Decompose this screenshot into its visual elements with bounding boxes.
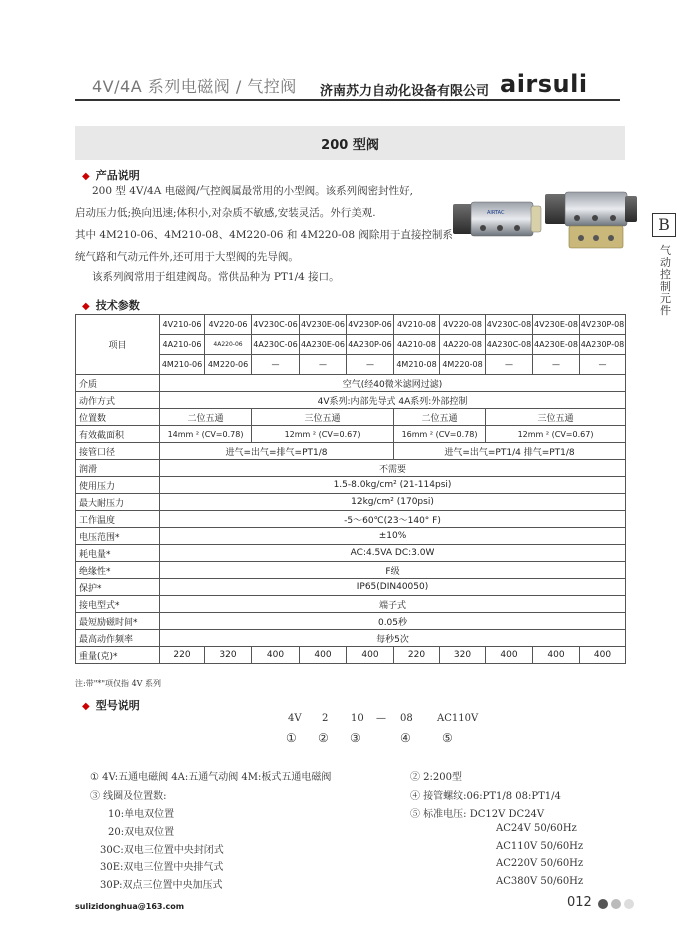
weight-cell: 400 <box>300 647 347 664</box>
table-row <box>76 528 626 545</box>
table-row <box>76 443 626 460</box>
spec-table <box>75 314 626 664</box>
model-mark: ⑤ <box>442 731 453 745</box>
table-row <box>76 596 626 613</box>
brand-logo: airsuli <box>500 70 588 98</box>
model-desc-line: AC110V 50/60Hz <box>496 841 584 852</box>
chapter-tab-letter: B <box>652 213 676 237</box>
model-cell: 4M220-06 <box>205 355 252 375</box>
page-title: 200 型阀 <box>321 138 379 153</box>
weight-cell: 400 <box>486 647 533 664</box>
page-dot-icon <box>624 899 634 909</box>
model-code-part: 08 <box>400 713 413 724</box>
row-label: 电压范围* <box>76 528 160 545</box>
row-value: 12kg/cm² (170psi) <box>160 494 626 511</box>
row-value: 不需要 <box>160 460 626 477</box>
row-value: 12mm ² (CV=0.67) <box>486 426 626 443</box>
model-cell: 4A230P-08 <box>580 335 626 355</box>
model-cell: 4V230P-08 <box>580 315 626 335</box>
table-row <box>76 613 626 630</box>
section-intro-header: ◆ 产品说明 <box>82 169 140 182</box>
intro-line: 200 型 4V/4A 电磁阀/气控阀属最常用的小型阀。该系列阀密封性好, <box>92 185 413 197</box>
table-row <box>76 409 626 426</box>
table-row <box>76 579 626 596</box>
row-value: 三位五通 <box>252 409 394 426</box>
row-label: 接电型式* <box>76 596 160 613</box>
model-cell: 4V220-08 <box>440 315 486 335</box>
model-desc-line: 30P:双点三位置中央加压式 <box>100 880 223 891</box>
row-value: AC:4.5VA DC:3.0W <box>160 545 626 562</box>
model-desc-line: ⑤ 标准电压: DC12V DC24V <box>410 809 545 820</box>
weight-cell: 400 <box>252 647 300 664</box>
table-row <box>76 392 626 409</box>
row-label: 最高动作频率 <box>76 630 160 647</box>
row-label: 动作方式 <box>76 392 160 409</box>
row-label: 最短励磁时间* <box>76 613 160 630</box>
model-cell: 4V230P-06 <box>347 315 394 335</box>
row-value: 端子式 <box>160 596 626 613</box>
row-label: 润滑 <box>76 460 160 477</box>
model-desc-line: AC380V 50/60Hz <box>496 876 584 887</box>
model-cell: — <box>580 355 626 375</box>
model-cell: 4A230C-08 <box>486 335 533 355</box>
table-row <box>76 647 626 664</box>
intro-line: 该系列阀常用于组建阀岛。常供品种为 PT1/4 接口。 <box>92 271 340 283</box>
model-desc-line: 20:双电双位置 <box>108 827 175 838</box>
model-cell: 4V210-08 <box>394 315 440 335</box>
table-row <box>76 477 626 494</box>
row-label: 有效截面积 <box>76 426 160 443</box>
model-mark: ② <box>318 731 329 745</box>
row-label: 使用压力 <box>76 477 160 494</box>
row-value: ±10% <box>160 528 626 545</box>
model-mark: ④ <box>400 731 411 745</box>
model-code-part: 4V <box>288 713 302 724</box>
row-value: 0.05秒 <box>160 613 626 630</box>
row-value: F级 <box>160 562 626 579</box>
company-name: 济南苏力自动化设备有限公司 <box>320 84 490 99</box>
diamond-bullet-icon: ◆ <box>82 301 90 312</box>
row-label: 保护* <box>76 579 160 596</box>
row-value: 进气=出气=排气=PT1/8 <box>160 443 394 460</box>
page-dot-icon <box>611 899 621 909</box>
diamond-bullet-icon: ◆ <box>82 701 90 712</box>
table-row <box>76 426 626 443</box>
weight-cell: 400 <box>347 647 394 664</box>
page-number: 012 <box>567 895 592 910</box>
series-title: 4V/4A 系列电磁阀 / 气控阀 <box>92 77 297 96</box>
table-row <box>76 562 626 579</box>
model-cell: — <box>533 355 580 375</box>
model-cell: — <box>347 355 394 375</box>
row-value: 进气=出气=PT1/4 排气=PT1/8 <box>394 443 626 460</box>
model-cell: 4A210-06 <box>160 335 205 355</box>
chapter-tab-label: 气动控制元件 <box>660 244 671 317</box>
valve-product-image <box>445 188 645 258</box>
model-cell: 4A230E-08 <box>533 335 580 355</box>
model-desc-line: AC24V 50/60Hz <box>496 823 577 834</box>
title-bar <box>75 126 625 160</box>
row-label: 最大耐压力 <box>76 494 160 511</box>
weight-cell: 400 <box>533 647 580 664</box>
row-value: 空气(经40微米滤网过滤) <box>160 375 626 392</box>
row-label: 工作温度 <box>76 511 160 528</box>
model-desc-line: 30C:双电三位置中央封闭式 <box>100 845 224 856</box>
model-mark: ① <box>286 731 297 745</box>
row-label: 位置数 <box>76 409 160 426</box>
row-label: 绝缘性* <box>76 562 160 579</box>
table-row <box>76 630 626 647</box>
table-row <box>76 494 626 511</box>
section-params-header: ◆ 技术参数 <box>82 299 140 312</box>
intro-line: 启动压力低;换向迅速;体积小,对杂质不敏感,安装灵活。外行美观. <box>75 207 376 219</box>
weight-cell: 220 <box>160 647 205 664</box>
row-label: 重量(克)* <box>76 647 160 664</box>
model-cell: 4M220-08 <box>440 355 486 375</box>
model-cell: 4A220-06 <box>205 335 252 355</box>
model-code-part: 2 <box>322 713 329 724</box>
table-row <box>76 315 626 335</box>
model-cell: 4A230E-06 <box>300 335 347 355</box>
diamond-bullet-icon: ◆ <box>82 171 90 182</box>
intro-line: 其中 4M210-06、4M210-08、4M220-06 和 4M220-08 阀除用于直接控制系 <box>75 229 453 241</box>
model-code-part: 10 <box>351 713 364 724</box>
row-value: 二位五通 <box>394 409 486 426</box>
svg-text:AIRTAC: AIRTAC <box>487 210 505 216</box>
model-cell: 4M210-06 <box>160 355 205 375</box>
model-cell: 4A220-08 <box>440 335 486 355</box>
model-desc-line: 30E:双电三位置中央排气式 <box>100 862 224 873</box>
row-value: 三位五通 <box>486 409 626 426</box>
row-value: 16mm ² (CV=0.78) <box>394 426 486 443</box>
model-code-part: — <box>376 713 386 724</box>
weight-cell: 220 <box>394 647 440 664</box>
model-cell: 4A230C-06 <box>252 335 300 355</box>
page-dot-icon <box>598 899 608 909</box>
model-desc-line: ① 4V:五通电磁阀 4A:五通气动阀 4M:板式五通电磁阀 <box>90 772 332 783</box>
model-desc-line: AC220V 50/60Hz <box>496 858 584 869</box>
model-cell: 4V230C-08 <box>486 315 533 335</box>
section-model-header: ◆ 型号说明 <box>82 699 140 712</box>
table-row <box>76 460 626 477</box>
model-cell: — <box>486 355 533 375</box>
model-mark: ③ <box>350 731 361 745</box>
row-value: 12mm ² (CV=0.67) <box>252 426 394 443</box>
model-code-part: AC110V <box>437 713 479 724</box>
table-note: 注:带"*"项仅指 4V 系列 <box>75 679 162 688</box>
intro-line: 统气路和气动元件外,还可用于大型阀的先导阀。 <box>75 251 299 263</box>
model-cell: 4V210-06 <box>160 315 205 335</box>
model-cell: 4V230E-06 <box>300 315 347 335</box>
table-row <box>76 375 626 392</box>
item-header: 项目 <box>76 315 160 375</box>
row-value: -5～60℃(23～140° F) <box>160 511 626 528</box>
footer-email: sulizidonghua@163.com <box>75 902 185 911</box>
model-desc-line: ④ 接管螺纹:06:PT1/8 08:PT1/4 <box>410 791 561 802</box>
model-desc-line: ② 2:200型 <box>410 772 462 783</box>
model-cell: 4A210-08 <box>394 335 440 355</box>
row-value: 1.5-8.0kg/cm² (21-114psi) <box>160 477 626 494</box>
row-value: 二位五通 <box>160 409 252 426</box>
row-label: 耗电量* <box>76 545 160 562</box>
model-cell: 4V220-06 <box>205 315 252 335</box>
table-row <box>76 511 626 528</box>
model-cell: — <box>300 355 347 375</box>
model-cell: 4M210-08 <box>394 355 440 375</box>
model-cell: — <box>252 355 300 375</box>
row-value: IP65(DIN40050) <box>160 579 626 596</box>
weight-cell: 320 <box>440 647 486 664</box>
weight-cell: 320 <box>205 647 252 664</box>
row-value: 14mm ² (CV=0.78) <box>160 426 252 443</box>
model-desc-line: 10:单电双位置 <box>108 809 175 820</box>
weight-cell: 400 <box>580 647 626 664</box>
model-cell: 4V230C-06 <box>252 315 300 335</box>
row-value: 4V系列:内部先导式 4A系列:外部控制 <box>160 392 626 409</box>
row-value: 每秒5次 <box>160 630 626 647</box>
row-label: 介质 <box>76 375 160 392</box>
header-rule <box>75 99 620 101</box>
model-desc-line: ③ 线圈及位置数: <box>90 791 167 802</box>
row-label: 接管口径 <box>76 443 160 460</box>
model-cell: 4V230E-08 <box>533 315 580 335</box>
table-row <box>76 545 626 562</box>
model-cell: 4A230P-06 <box>347 335 394 355</box>
